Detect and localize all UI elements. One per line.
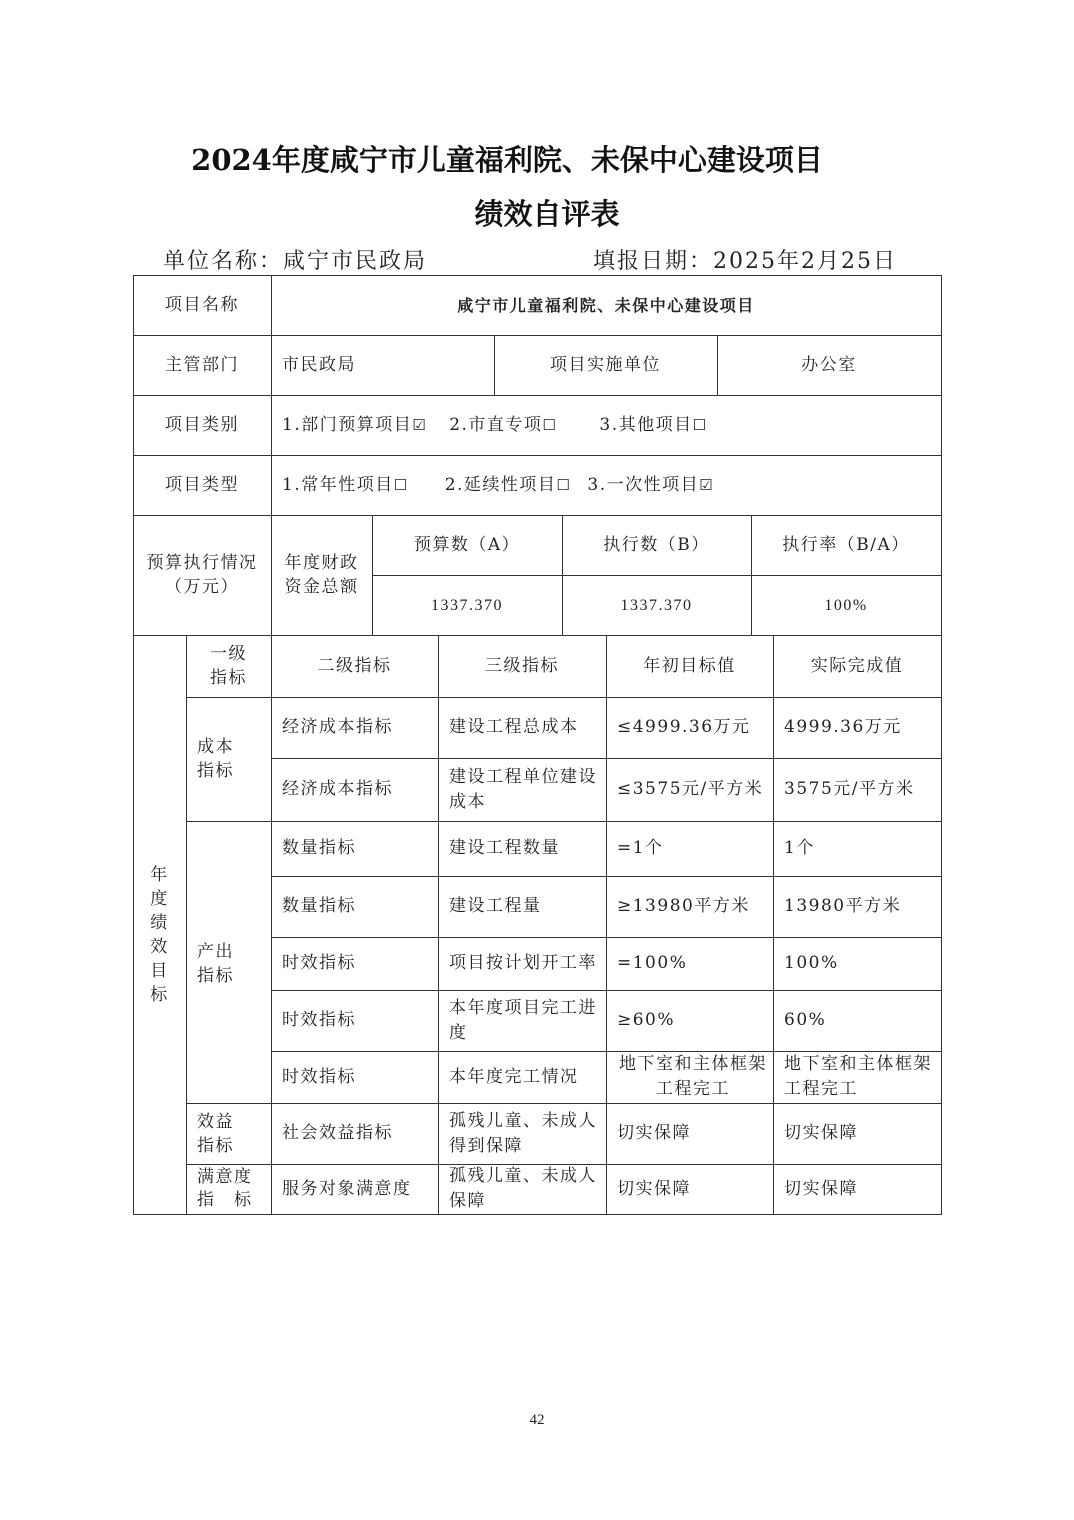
indicator-actual: 4999.36万元 [784, 717, 902, 737]
category-option-2[interactable] [449, 413, 557, 438]
group-label-line2: 指标 [197, 966, 234, 986]
header-level3: 三级指标 [485, 655, 559, 676]
group-output [186, 821, 271, 1103]
indicator-actual: 切实保障 [784, 1123, 858, 1143]
group-cost [186, 697, 271, 821]
category-label: 项目类别 [165, 414, 239, 435]
header-level1-line1: 一级 [210, 644, 247, 664]
impl-unit-value: 办公室 [801, 354, 857, 375]
document-subtitle: 绩效自评表 [474, 197, 620, 231]
dept-value: 市民政局 [282, 354, 356, 375]
indicator-actual: 3575元/平方米 [784, 779, 915, 799]
indicator-actual: 地下室和主体框架工程完工 [784, 1054, 932, 1099]
category-option-label: 2.市直专项 [449, 414, 543, 435]
annual-fund-label-line1: 年度财政 [284, 553, 359, 573]
indicator-level2: 经济成本指标 [282, 779, 393, 799]
category-option-3[interactable] [599, 413, 707, 438]
indicator-level3: 建设工程量 [449, 896, 542, 916]
document-title: 2024年度咸宁市儿童福利院、未保中心建设项目 [191, 143, 823, 177]
section-label-char: 度 [150, 888, 169, 909]
report-date: 填报日期：2025年2月25日 [593, 249, 897, 274]
section-label-char: 效 [150, 936, 169, 957]
header-target: 年初目标值 [643, 655, 736, 676]
impl-unit-label: 项目实施单位 [550, 354, 661, 375]
header-actual: 实际完成值 [810, 655, 904, 676]
indicator-level2: 经济成本指标 [282, 717, 393, 737]
group-label-line1: 产出 [197, 942, 234, 962]
category-option-label: 1.部门预算项目 [282, 414, 413, 435]
indicator-target: 切实保障 [617, 1178, 691, 1199]
section-label-char: 绩 [150, 912, 169, 933]
section-label-char: 年 [150, 864, 169, 885]
indicator-level3: 孤残儿童、未成人保障 [449, 1166, 597, 1211]
checkbox-unchecked-icon[interactable]: ☐ [393, 475, 409, 494]
header-level2: 二级指标 [317, 655, 392, 676]
indicator-actual: 100% [784, 953, 839, 973]
checkbox-unchecked-icon[interactable]: ☐ [542, 415, 558, 434]
indicator-actual: 1个 [784, 838, 815, 858]
indicator-actual: 60% [784, 1010, 827, 1030]
performance-section-label [133, 635, 186, 1214]
group-label-line1: 成本 [197, 737, 234, 757]
indicator-level3: 项目按计划开工率 [449, 953, 597, 973]
indicator-target: ≥13980平方米 [617, 896, 750, 916]
indicator-level2: 时效指标 [282, 953, 356, 973]
indicator-level3: 孤残儿童、未成人得到保障 [449, 1110, 597, 1156]
type-option-2[interactable] [445, 473, 572, 498]
dept-label: 主管部门 [165, 354, 239, 375]
type-label: 项目类型 [165, 474, 239, 495]
type-option-3[interactable] [587, 473, 714, 498]
indicator-level3: 本年度完工情况 [449, 1066, 579, 1087]
indicator-target: ≤3575元/平方米 [617, 779, 764, 799]
checkbox-unchecked-icon[interactable]: ☐ [556, 475, 572, 494]
section-label-char: 目 [150, 960, 169, 981]
type-options [271, 455, 941, 515]
section-label-char: 标 [150, 984, 169, 1005]
budget-header-b: 执行数（B） [603, 534, 710, 555]
indicator-target: ≥60% [617, 1010, 676, 1030]
group-label-line1: 效益 [197, 1111, 234, 1132]
indicator-level2: 服务对象满意度 [282, 1178, 412, 1199]
annual-fund-label [271, 515, 372, 635]
project-name-label: 项目名称 [165, 294, 239, 315]
checkbox-checked-icon[interactable]: ☑ [412, 415, 428, 434]
group-label-line2: 指标 [197, 761, 234, 781]
indicator-target: =100% [617, 953, 688, 973]
project-name-value: 咸宁市儿童福利院、未保中心建设项目 [457, 295, 755, 315]
budget-label-line1: 预算执行情况 [146, 553, 258, 573]
budget-header-a: 预算数（A） [413, 534, 521, 555]
budget-value-b: 1337.370 [620, 596, 693, 614]
category-option-label: 3.其他项目 [599, 414, 693, 435]
indicator-target: 地下室和主体框架工程完工 [619, 1054, 767, 1099]
indicator-level2: 社会效益指标 [282, 1123, 393, 1143]
indicator-level3: 本年度项目完工进度 [449, 997, 597, 1043]
table-border-bottom [133, 1214, 942, 1215]
checkbox-unchecked-icon[interactable]: ☐ [692, 415, 708, 434]
indicator-target: 切实保障 [617, 1123, 691, 1143]
indicator-level3: 建设工程数量 [449, 838, 560, 858]
indicator-target: =1个 [617, 838, 664, 858]
budget-value-a: 1337.370 [431, 596, 503, 614]
group-label-line2: 指标 [197, 1135, 234, 1156]
indicator-actual: 13980平方米 [784, 896, 902, 916]
budget-value-rate: 100% [824, 596, 868, 614]
header-level1 [186, 635, 271, 697]
group-benefit [186, 1103, 271, 1164]
indicator-actual: 切实保障 [784, 1178, 858, 1199]
category-options [271, 395, 941, 455]
type-option-label: 2.延续性项目 [444, 474, 557, 495]
table-border-right [941, 275, 942, 1215]
indicator-level2: 时效指标 [282, 1010, 356, 1030]
type-option-label: 3.一次性项目 [587, 474, 700, 495]
group-label-line2: 指 标 [197, 1190, 253, 1210]
indicator-level2: 时效指标 [282, 1066, 356, 1087]
budget-label [133, 515, 271, 635]
indicator-level2: 数量指标 [282, 896, 356, 916]
unit-name: 单位名称：咸宁市民政局 [163, 249, 428, 274]
type-option-1[interactable] [282, 473, 409, 498]
group-label-line1: 满意度 [197, 1167, 253, 1187]
category-option-1[interactable] [282, 413, 427, 438]
checkbox-checked-icon[interactable]: ☑ [699, 475, 715, 494]
budget-label-line2: （万元） [165, 577, 239, 597]
indicator-level2: 数量指标 [282, 838, 356, 858]
indicator-level3: 建设工程总成本 [449, 717, 579, 737]
group-satisfaction [186, 1164, 271, 1214]
indicator-target: ≤4999.36万元 [617, 717, 751, 737]
indicator-level3: 建设工程单位建设成本 [449, 766, 597, 812]
budget-header-rate: 执行率（B/A） [782, 534, 910, 555]
type-option-label: 1.常年性项目 [282, 474, 394, 495]
header-level1-line2: 指标 [210, 668, 247, 688]
annual-fund-label-line2: 资金总额 [284, 577, 359, 597]
page-number: 42 [529, 1412, 545, 1428]
